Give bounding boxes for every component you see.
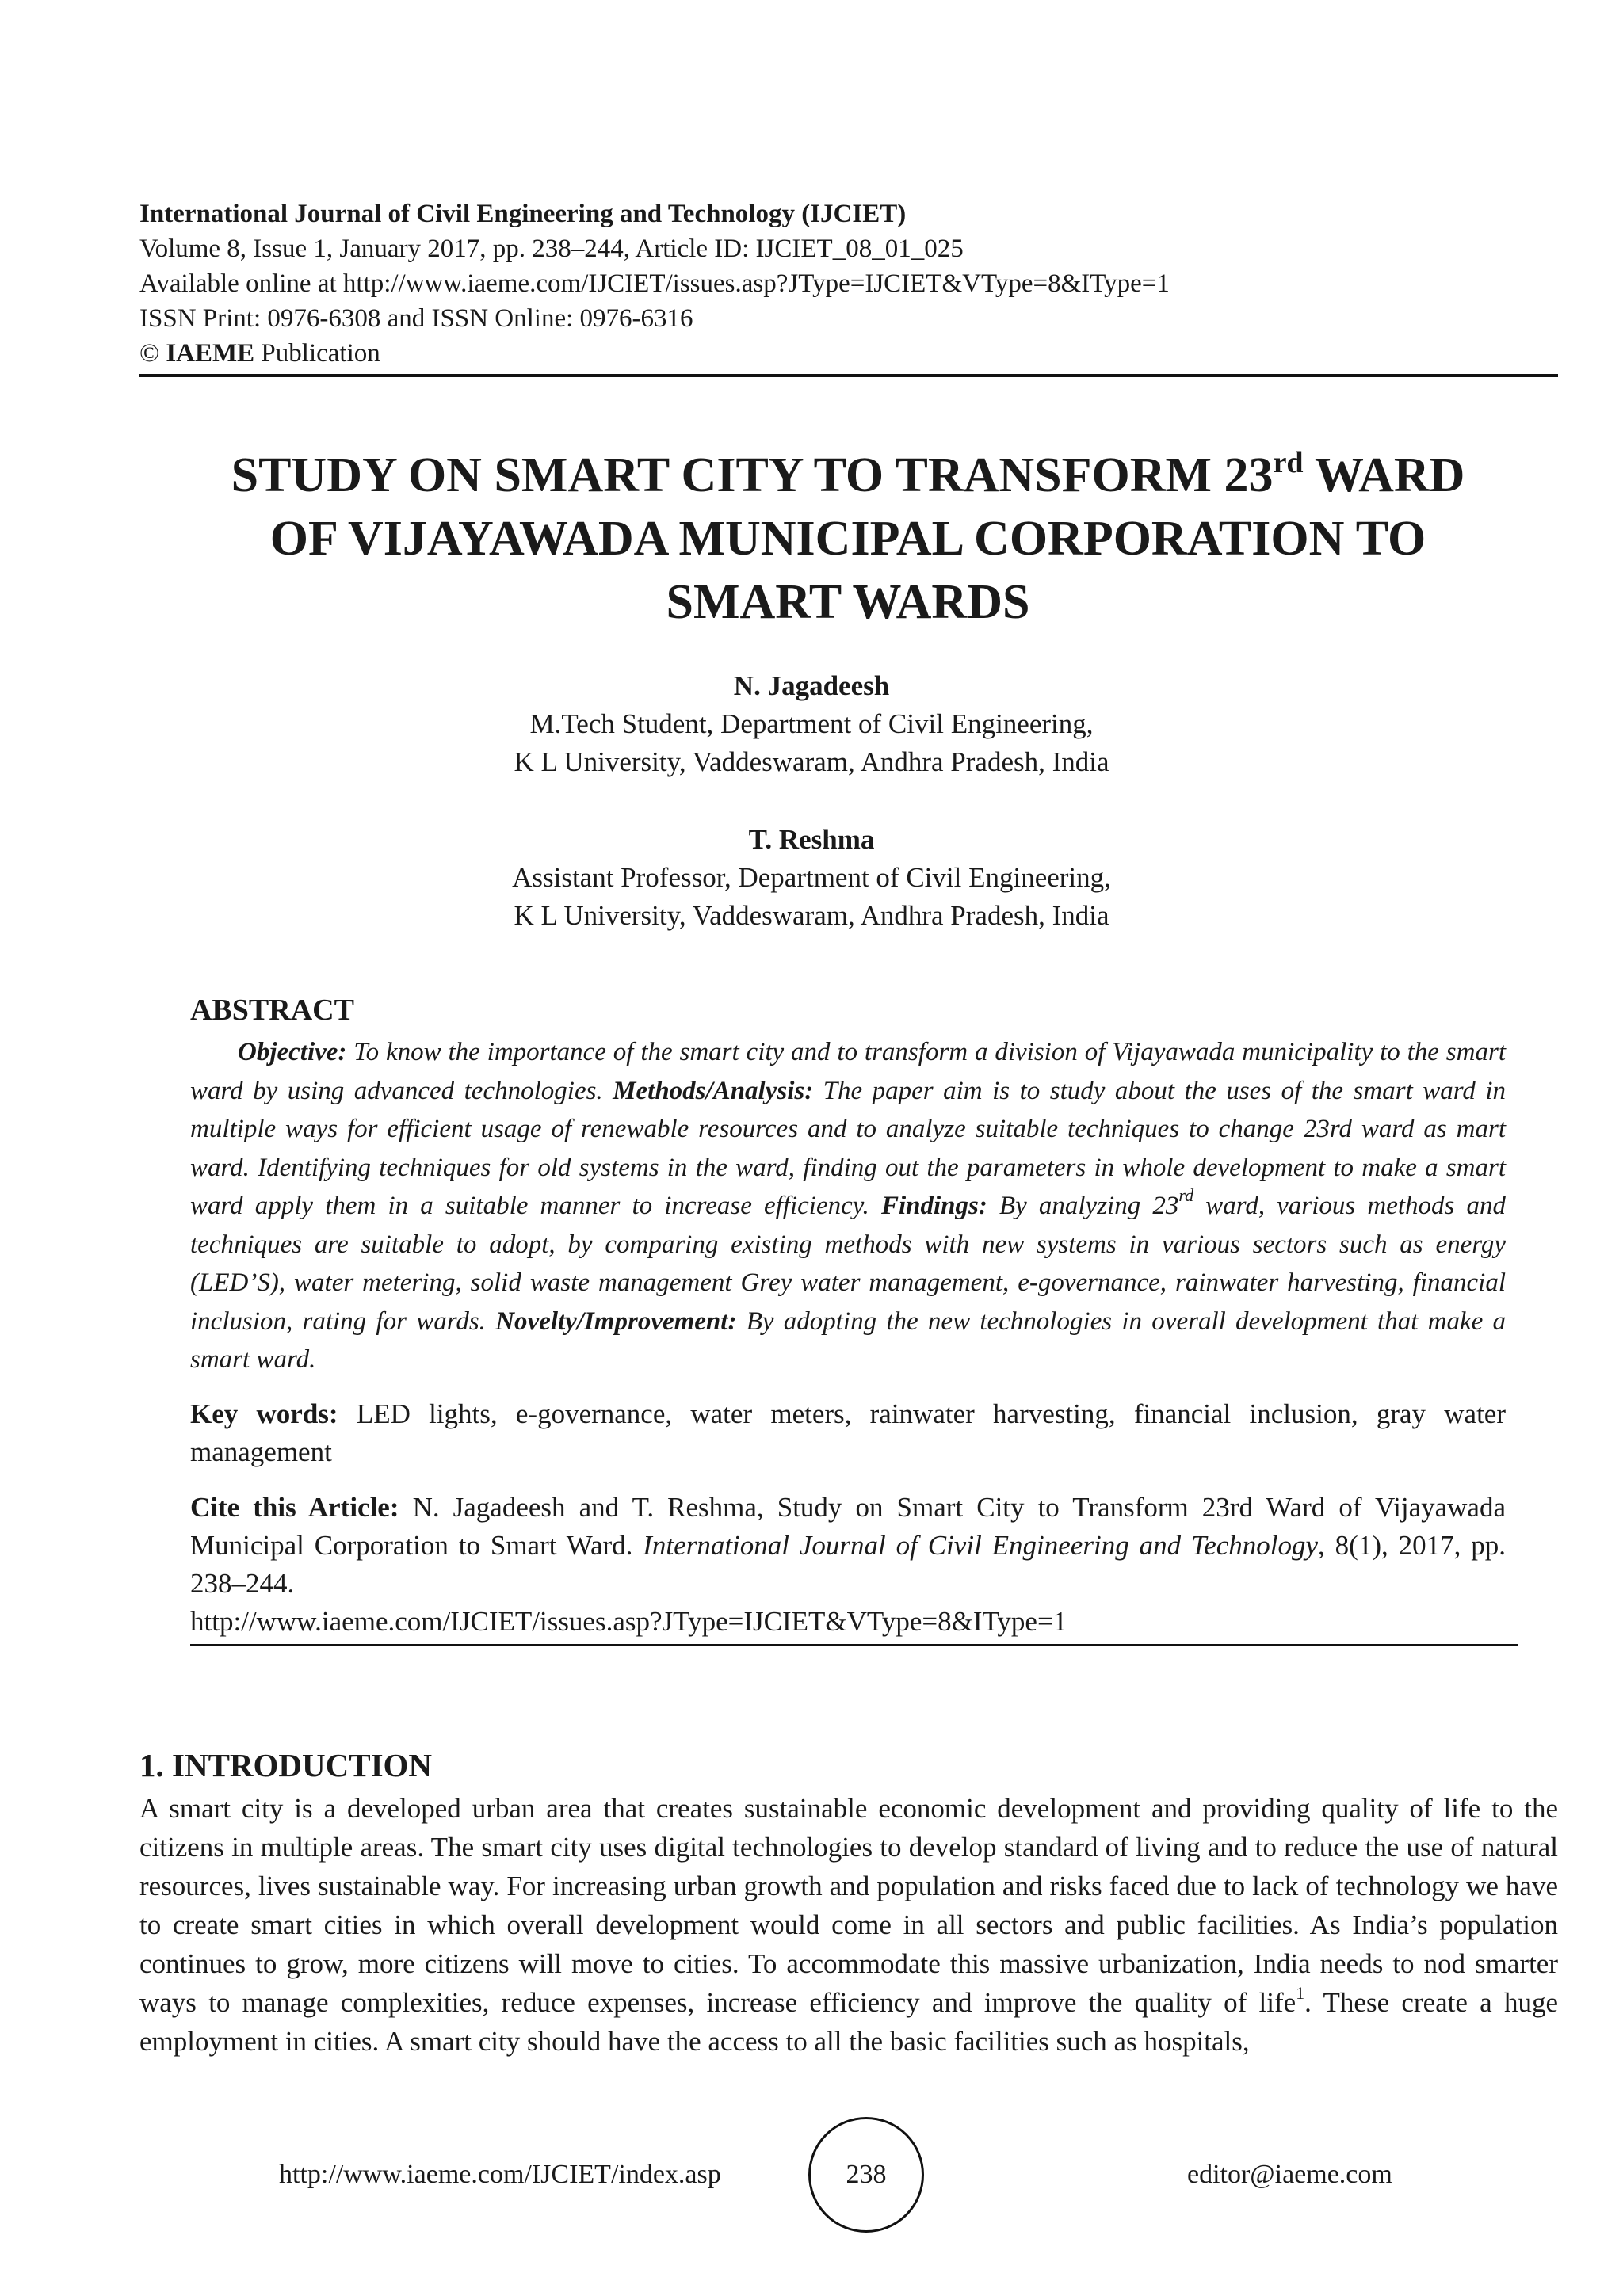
journal-volume: Volume 8, Issue 1, January 2017, pp. 238–244, Article ID: IJCIET_08_01_025 (139, 235, 964, 263)
author-1-affiliation-line-1: M.Tech Student, Department of Civil Engineering, (529, 708, 1094, 739)
methods-text: The paper aim is to study about the uses of the smart ward in multiple ways for efficient usage of renewable resources and to analyze suitable techniques to change 23rd ward as mart ward. Identifying techniques for old systems in the ward, finding out the parameters in whole development to make a smart ward apply them in a suitable manner to increase efficiency. (190, 1076, 1506, 1220)
author-2-affiliation-line-2: K L University, Vaddeswaram, Andhra Pradesh, India (514, 900, 1109, 931)
abstract-heading: ABSTRACT (190, 994, 354, 1027)
cite-journal: International Journal of Civil Engineering and Technology (643, 1529, 1319, 1561)
introduction-text-continued: . These create a huge employment in cities. A smart city should have the access to all the basic facilities such as hospitals, (139, 1987, 1558, 2057)
novelty-text: By adopting the new technologies in overall development that make a smart ward. (190, 1306, 1507, 1374)
author-1-affiliation-line-2: K L University, Vaddeswaram, Andhra Pradesh, India (514, 746, 1109, 777)
cite-text-end: , 8(1), 2017, pp. 238–244. (190, 1529, 1507, 1599)
abstract-section (190, 990, 1506, 1646)
header-divider (139, 374, 1558, 377)
page-number-circle (808, 2117, 924, 2233)
author-2-affiliation-line-1: Assistant Professor, Department of Civil Engineering, (512, 862, 1111, 893)
title-superscript: rd (1273, 446, 1304, 479)
title-line-3: SMART WARDS (666, 575, 1030, 629)
title-line-1-text: STUDY ON SMART CITY TO TRANSFORM 23 (231, 448, 1274, 502)
findings-text: By analyzing 23 (987, 1192, 1179, 1220)
cite-this-article (190, 1489, 1506, 1641)
cite-label: Cite this Article: (190, 1491, 399, 1523)
journal-header (139, 196, 1558, 371)
author-1-name: N. Jagadeesh (733, 670, 890, 701)
author-1 (0, 667, 1623, 781)
introduction-heading: 1. INTRODUCTION (139, 1747, 433, 1783)
introduction-section (139, 1743, 1558, 2061)
keywords (190, 1395, 1506, 1471)
methods-label: Methods/Analysis: (613, 1076, 814, 1105)
keywords-label: Key words: (190, 1398, 338, 1429)
paper-title (119, 444, 1577, 634)
page-number: 238 (846, 2160, 887, 2189)
publisher-suffix: Publication (261, 339, 380, 368)
findings-text-continued: ward, various methods and techniques are suitable to adopt, by comparing existing methods with new systems in various sectors such as energy (LED’S), water metering, solid waste management Grey water management, e-governance, rainwater harvesting, financial inclusion, rating for wards. (190, 1192, 1506, 1336)
journal-publisher (139, 336, 1558, 371)
objective-label: Objective: (238, 1038, 347, 1066)
publisher-name: IAEME (166, 339, 255, 368)
title-line-1-end: WARD (1303, 448, 1465, 502)
novelty-label: Novelty/Improvement: (495, 1306, 737, 1336)
introduction-text: A smart city is a developed urban area that creates sustainable economic development and providing quality of life to the citizens in multiple areas. The smart city uses digital technologies to develop standard of living and to reduce the use of natural resources, lives sustainable way. For increasing urban growth and population and risks faced due to lack of technology we have to create smart cities in which overall development would come in all sectors and public facilities. As India’s population continues to grow, more citizens will move to cities. To accommodate this massive urbanization, India needs to nod smarter ways to manage complexities, reduce expenses, increase efficiency and improve the quality of life (139, 1793, 1558, 2018)
journal-issn: ISSN Print: 0976-6308 and ISSN Online: 0976-6316 (139, 304, 693, 333)
findings-superscript: rd (1178, 1185, 1194, 1205)
footer-url-link[interactable]: http://www.iaeme.com/IJCIET/index.asp (279, 2160, 721, 2189)
introduction-body (139, 1789, 1558, 2061)
title-line-1 (119, 444, 1577, 507)
cite-url-link[interactable]: http://www.iaeme.com/IJCIET/issues.asp?JType=IJCIET&VType=8&IType=1 (190, 1605, 1067, 1637)
footer-email-link[interactable]: editor@iaeme.com (1187, 2160, 1392, 2189)
cite-text: N. Jagadeesh and T. Reshma, Study on Smart City to Transform 23rd Ward of Vijayawada Municipal Corporation to Smart Ward. (190, 1491, 1506, 1561)
findings-label: Findings: (880, 1192, 987, 1220)
abstract-divider (190, 1644, 1518, 1646)
journal-available-online: Available online at http://www.iaeme.com/IJCIET/issues.asp?JType=IJCIET&VType=8&IType=1 (139, 269, 1170, 298)
objective-text: To know the importance of the smart city and to transform a division of Vijayawada municipality to the smart ward by using advanced technologies. (190, 1038, 1506, 1105)
author-2-name: T. Reshma (748, 824, 875, 855)
copyright-symbol: © (139, 339, 160, 368)
title-line-2: OF VIJAYAWADA MUNICIPAL CORPORATION TO (269, 512, 1426, 566)
abstract-body (190, 1033, 1506, 1379)
journal-title: International Journal of Civil Engineering and Technology (IJCIET) (139, 200, 907, 228)
author-2 (0, 821, 1623, 935)
keywords-text: LED lights, e-governance, water meters, rainwater harvesting, financial inclusion, gray water management (190, 1398, 1506, 1467)
reference-superscript: 1 (1296, 1983, 1305, 2003)
